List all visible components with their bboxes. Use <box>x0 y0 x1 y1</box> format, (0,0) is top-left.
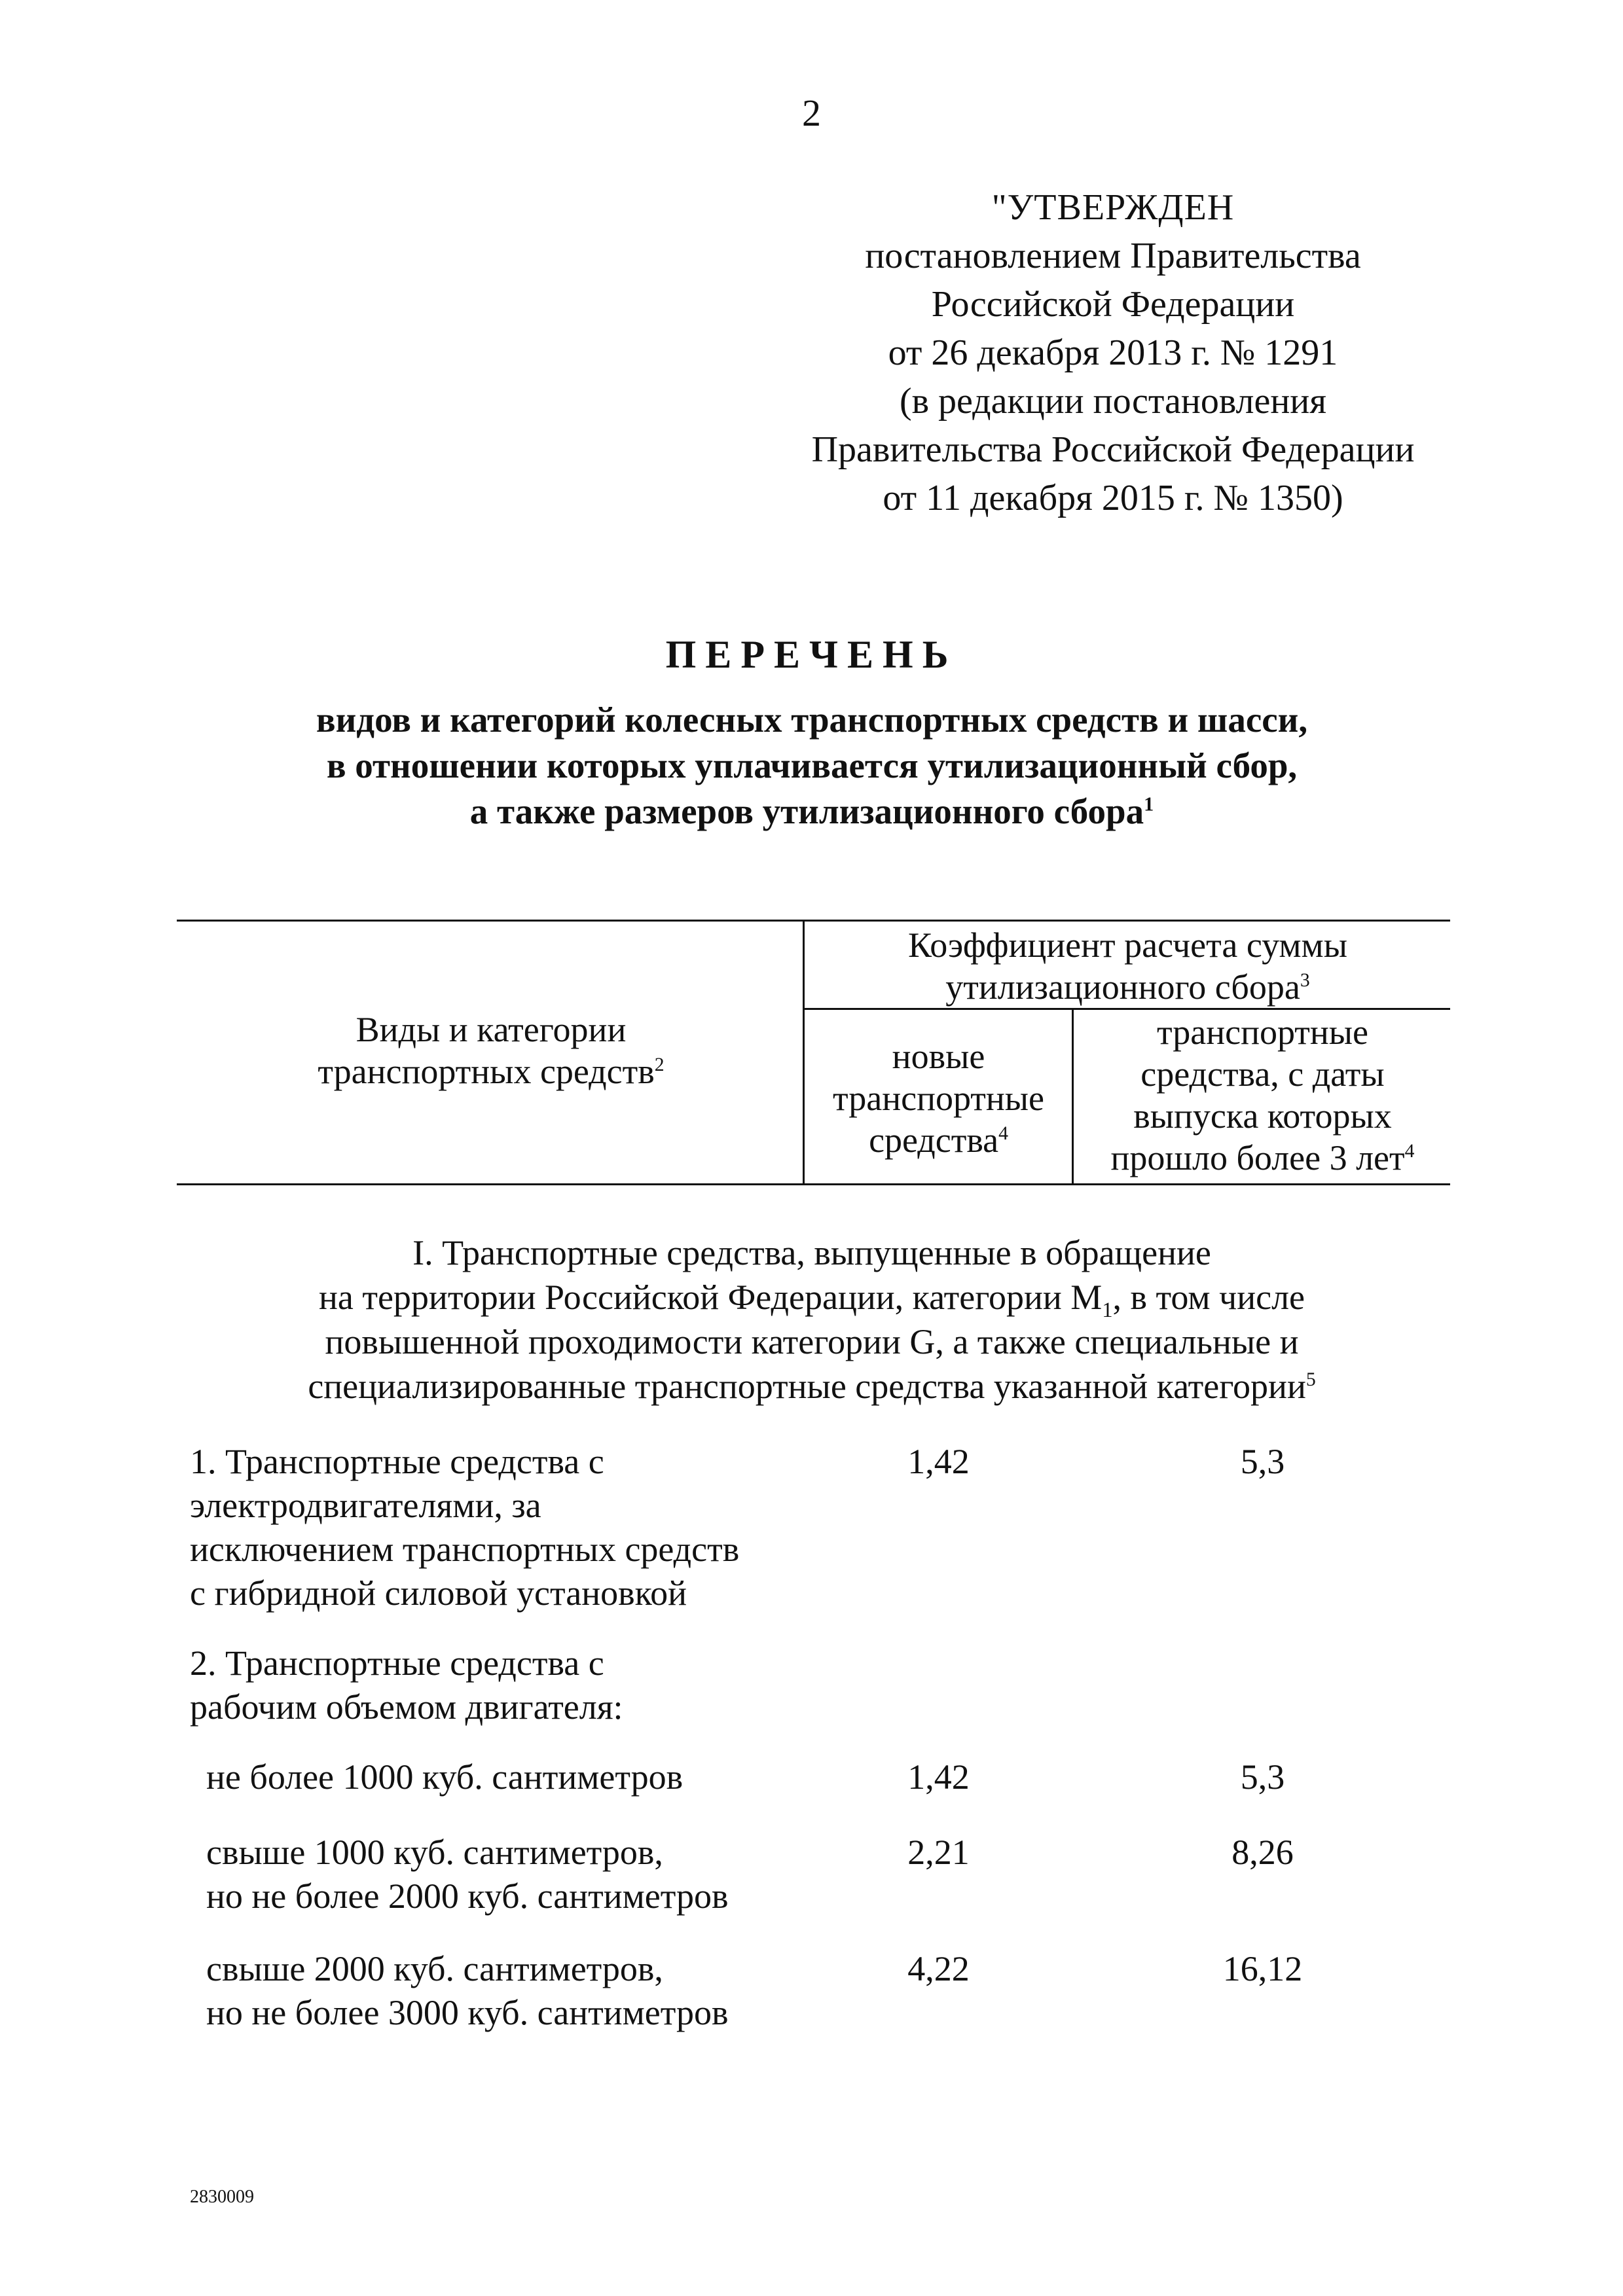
table-row-label <box>206 1947 799 2035</box>
header-col-new-line-1: новые <box>892 1037 985 1076</box>
section-line-3: повышенной проходимости категории G, а также специальные и <box>325 1322 1299 1361</box>
row-1-line-2: электродвигателями, за <box>190 1486 541 1525</box>
row-3-line-1: не более 1000 куб. сантиметров <box>206 1757 684 1797</box>
row-3-new-value: 1,42 <box>907 1757 970 1797</box>
row-1-new-value: 1,42 <box>907 1442 970 1481</box>
table-row-label <box>190 1440 799 1615</box>
header-col-old-line-2: средства, с даты <box>1140 1054 1385 1094</box>
header-group-line-2 <box>805 966 1450 1008</box>
header-col-types-fn: 2 <box>654 1054 665 1075</box>
header-col-old-line-4 <box>1075 1137 1450 1179</box>
document-code: 2830009 <box>190 2187 254 2207</box>
table-row-label <box>206 1831 799 1918</box>
header-col-types-line-2-text: транспортных средств <box>318 1052 655 1091</box>
section-line-4-text: специализированные транспортные средства указанной категории <box>308 1367 1306 1406</box>
table-divider-1 <box>803 920 805 1185</box>
header-col-old-line-3: выпуска которых <box>1133 1096 1392 1136</box>
approval-line-1: "УТВЕРЖДЕН <box>991 187 1235 228</box>
table-row-label <box>190 1641 799 1729</box>
approval-line-7: от 11 декабря 2015 г. № 1350) <box>883 478 1343 518</box>
header-col-old <box>1075 1011 1450 1179</box>
header-col-old-fn: 4 <box>1404 1141 1415 1162</box>
approval-line-3: Российской Федерации <box>931 284 1295 325</box>
table-top-rule <box>177 920 1450 922</box>
section-heading <box>164 1230 1460 1408</box>
approval-line-4: от 26 декабря 2013 г. № 1291 <box>888 332 1338 373</box>
header-col-old-line-4-text: прошло более 3 лет <box>1110 1138 1405 1177</box>
header-col-types-line-1: Виды и категории <box>356 1010 627 1049</box>
header-col-new-fn: 4 <box>998 1123 1008 1144</box>
header-group-fn: 3 <box>1300 970 1310 991</box>
document-title: ПЕРЕЧЕНЬ <box>665 633 958 676</box>
row-1-line-4: с гибридной силовой установкой <box>190 1573 687 1613</box>
header-col-new <box>805 1035 1072 1161</box>
section-line-4 <box>164 1364 1460 1408</box>
row-1-old-value: 5,3 <box>1240 1442 1285 1481</box>
table-bottom-rule <box>177 1183 1450 1185</box>
subtitle-footnote: 1 <box>1144 793 1154 816</box>
row-1-line-3: исключением транспортных средств <box>190 1530 740 1569</box>
row-5-line-1: свыше 2000 куб. сантиметров, <box>206 1949 663 1988</box>
row-5-new-value: 4,22 <box>907 1949 970 1988</box>
row-3-old-value: 5,3 <box>1240 1757 1285 1797</box>
header-col-old-line-1: транспортные <box>1156 1013 1369 1052</box>
row-4-new-value: 2,21 <box>907 1833 970 1872</box>
header-group-line-1: Коэффициент расчета суммы <box>907 925 1348 965</box>
page-number: 2 <box>802 92 821 134</box>
table-row-label <box>206 1755 799 1799</box>
row-4-line-1: свыше 1000 куб. сантиметров, <box>206 1833 663 1872</box>
section-fn: 5 <box>1305 1369 1316 1390</box>
approval-block <box>753 183 1473 522</box>
approval-line-5: (в редакции постановления <box>899 381 1327 422</box>
section-line-2 <box>164 1275 1460 1322</box>
header-col-new-line-3 <box>805 1119 1072 1161</box>
table-subheader-rule <box>804 1008 1450 1010</box>
row-1-line-1: 1. Транспортные средства с <box>190 1442 604 1481</box>
row-2-line-1: 2. Транспортные средства с <box>190 1643 604 1683</box>
subtitle-line-2: в отношении которых уплачивается утилизационный сбор, <box>326 745 1298 785</box>
approval-line-6: Правительства Российской Федерации <box>811 429 1415 470</box>
subtitle-line-3 <box>196 789 1427 834</box>
header-col-types <box>183 1009 799 1092</box>
header-col-new-line-3-text: средства <box>869 1121 999 1160</box>
section-line-1: I. Транспортные средства, выпущенные в обращение <box>412 1233 1211 1272</box>
row-5-line-2: но не более 3000 куб. сантиметров <box>206 1993 729 2032</box>
document-subtitle <box>196 697 1427 834</box>
header-group-line-2-text: утилизационного сбора <box>945 967 1300 1007</box>
header-group-coefficient <box>805 924 1450 1008</box>
header-col-types-line-2 <box>183 1050 799 1092</box>
subtitle-line-1: видов и категорий колесных транспортных средств и шасси, <box>316 700 1308 740</box>
row-4-line-2: но не более 2000 куб. сантиметров <box>206 1876 729 1916</box>
approval-line-2: постановлением Правительства <box>865 236 1361 276</box>
row-2-line-2: рабочим объемом двигателя: <box>190 1687 623 1727</box>
row-5-old-value: 16,12 <box>1222 1949 1303 1988</box>
header-col-new-line-2: транспортные <box>832 1079 1045 1118</box>
row-4-old-value: 8,26 <box>1231 1833 1294 1872</box>
section-line-2-pre: на территории Российской Федерации, категории M <box>318 1278 1103 1317</box>
table-divider-2 <box>1072 1008 1074 1185</box>
subtitle-line-3-text: а также размеров утилизационного сбора <box>469 791 1144 831</box>
section-line-2-sub: 1 <box>1102 1298 1113 1322</box>
section-line-2-post: , в том числе <box>1112 1278 1305 1317</box>
